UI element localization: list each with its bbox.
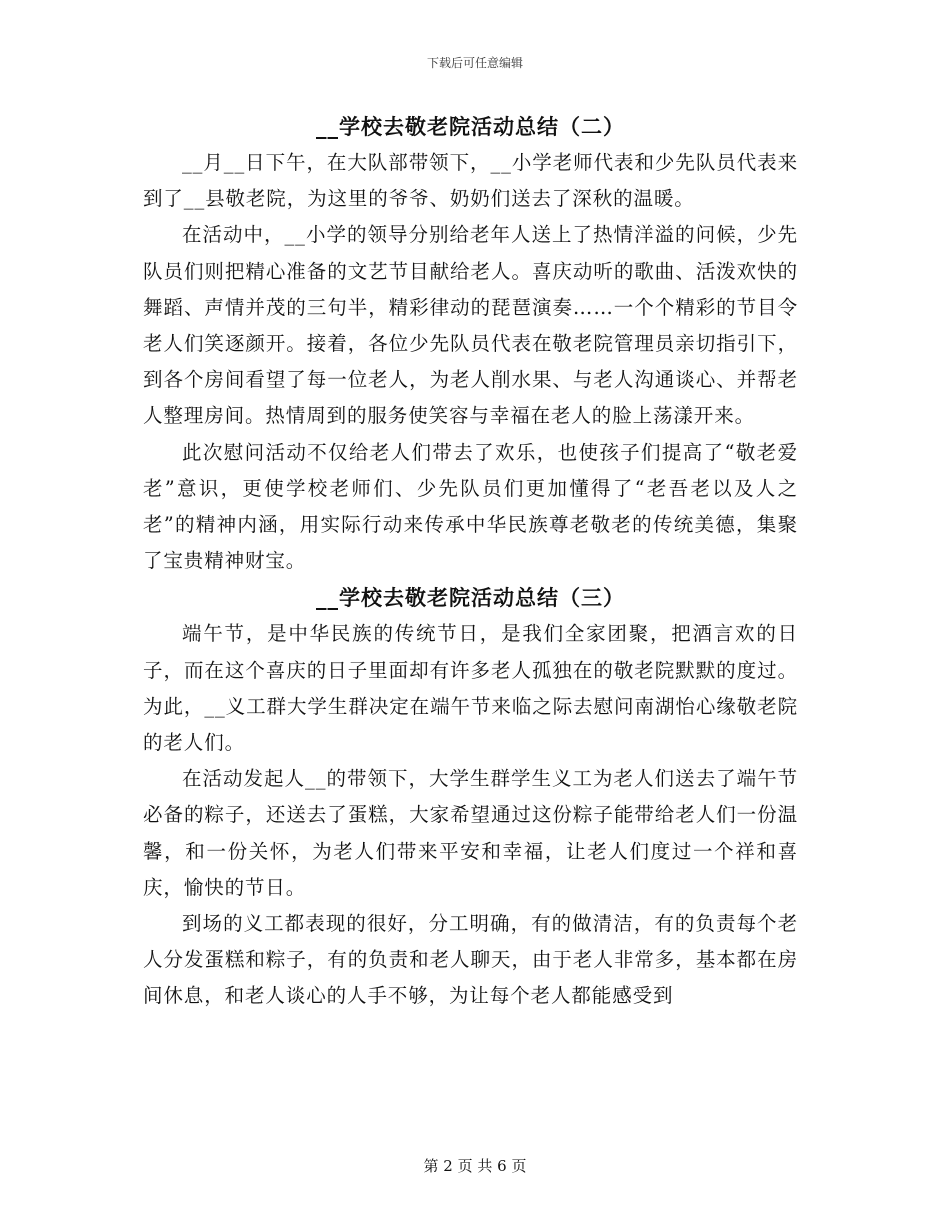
paragraph: 在活动中，__小学的领导分别给老年人送上了热情洋溢的问候，少先队员们则把精心准备的文艺节目献给老人。喜庆动听的歌曲、活泼欢快的舞蹈、声情并茂的三句半，精彩律动的琵琶演奏……一个个精彩的节目令老人们笑逐颜开。接着，各位少先队员代表在敬老院管理员亲切指引下，到各个房间看望了每一位老人，为老人削水果、与老人沟通谈心、并帮老人整理房间。热情周到的服务使笑容与幸福在老人的脸上荡漾开来。 [143,223,798,428]
paragraph: 端午节，是中华民族的传统节日，是我们全家团聚，把酒言欢的日子，而在这个喜庆的日子里面却有许多老人孤独在的敬老院默默的度过。为此，__义工群大学生群决定在端午节来临之际去慰问南湖怡心缘敬老院的老人们。 [143,622,798,755]
paragraph: 此次慰问活动不仅给老人们带去了欢乐，也使孩子们提高了“敬老爱老”意识，更使学校老师们、少先队员们更加懂得了“老吾老以及人之老”的精神内涵，用实际行动来传承中华民族尊老敬老的传统美德，集聚了宝贵精神财宝。 [143,440,798,573]
document-body [143,108,798,1015]
header-note: 下载后可任意编辑 [426,56,523,70]
section-title-3: __学校去敬老院活动总结（三） [316,585,625,611]
paragraph: 在活动发起人__的带领下，大学生群学生义工为老人们送去了端午节必备的粽子，还送去了蛋糕，大家希望通过这份粽子能带给老人们一份温馨，和一份关怀，为老人们带来平安和幸福，让老人们度过一个祥和喜庆，愉快的节日。 [143,767,798,899]
paragraph: 到场的义工都表现的很好，分工明确，有的做清洁，有的负责每个老人分发蛋糕和粽子，有的负责和老人聊天，由于老人非常多，基本都在房间休息，和老人谈心的人手不够，为让每个老人都能感受到 [143,912,798,1008]
section-title-2: __学校去敬老院活动总结（二） [316,114,625,139]
paragraph: __月__日下午，在大队部带领下，__小学老师代表和少先队员代表来到了__县敬老院，为这里的爷爷、奶奶们送去了深秋的温暖。 [143,151,798,211]
page-number: 第 2 页 共 6 页 [423,1157,527,1175]
